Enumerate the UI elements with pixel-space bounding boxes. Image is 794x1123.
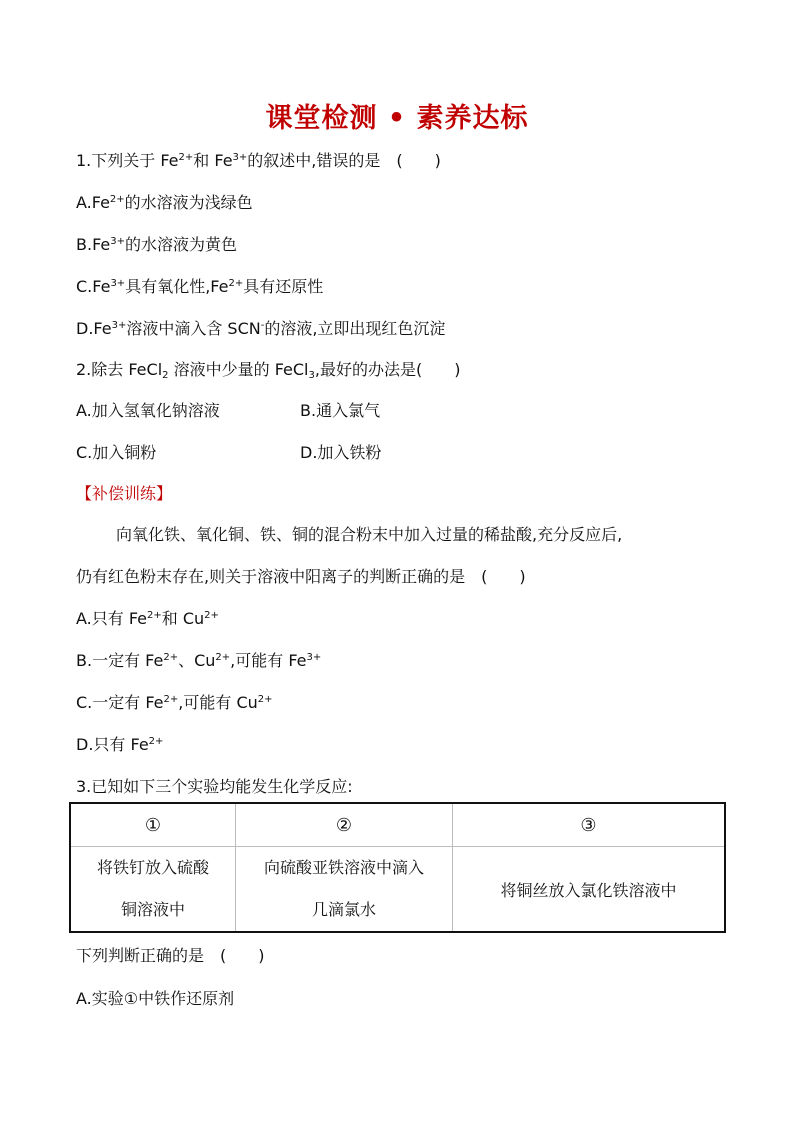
page-title: 课堂检测 • 素养达标 xyxy=(265,103,529,134)
supplement-label: 【补偿训练】 xyxy=(76,484,173,503)
supplement-option-c: C.一定有 $Fe^{2+}$,可能有 $Cu^{2+}$ xyxy=(76,693,273,712)
experiment-table xyxy=(69,802,726,933)
q2-option-c: C.加入铜粉 xyxy=(76,443,157,462)
table-cell: 将铜丝放入氯化铁溶液中 xyxy=(453,847,726,933)
q3-option-a: A.实验①中铁作还原剂 xyxy=(76,989,235,1008)
q2-option-b: B.通入氯气 xyxy=(300,401,381,420)
q3-stem: 3.已知如下三个实验均能发生化学反应: xyxy=(76,777,353,796)
q1-option-a: $A.Fe^{2+}$的水溶液为浅绿色 xyxy=(76,193,253,212)
supplement-paragraph-1: 向氧化铁、氧化铜、铁、铜的混合粉末中加入过量的稀盐酸,充分反应后, xyxy=(116,525,623,544)
table-cell: 向硫酸亚铁溶液中滴入 几滴氯水 xyxy=(236,847,453,933)
q1-stem: 1.下列关于 $Fe^{2+}$和 $Fe^{3+}$的叙述中,错误的是 ( ) xyxy=(76,151,441,170)
supplement-option-d: D.只有 $Fe^{2+}$ xyxy=(76,735,164,754)
table-header-cell: ① xyxy=(70,803,236,847)
q3-after-table: 下列判断正确的是 ( ) xyxy=(76,946,265,965)
supplement-option-a: A.只有 $Fe^{2+}$和 $Cu^{2+}$ xyxy=(76,609,219,628)
table-row xyxy=(70,847,725,933)
table-header-row xyxy=(70,803,725,847)
supplement-paragraph-2: 仍有红色粉末存在,则关于溶液中阳离子的判断正确的是 ( ) xyxy=(76,567,526,586)
q2-option-d: D.加入铁粉 xyxy=(300,443,382,462)
supplement-option-b: B.一定有 $Fe^{2+}$、$Cu^{2+}$,可能有 $Fe^{3+}$ xyxy=(76,651,322,670)
q1-option-b: $B.Fe^{3+}$的水溶液为黄色 xyxy=(76,235,237,254)
q2-stem: 2.除去 FeCl$_2$ 溶液中少量的 FeCl$_3$,最好的办法是( ) xyxy=(76,360,461,381)
table-header-cell: ② xyxy=(236,803,453,847)
table-cell: 将铁钉放入硫酸 铜溶液中 xyxy=(70,847,236,933)
q1-option-c: $C.Fe^{3+}$具有氧化性$,Fe^{2+}$具有还原性 xyxy=(76,277,324,296)
q2-option-a: A.加入氢氧化钠溶液 xyxy=(76,401,220,420)
table-header-cell: ③ xyxy=(453,803,726,847)
q1-option-d: $D.Fe^{3+}$溶液中滴入含 SCN-的溶液,立即出现红色沉淀 xyxy=(76,319,446,338)
